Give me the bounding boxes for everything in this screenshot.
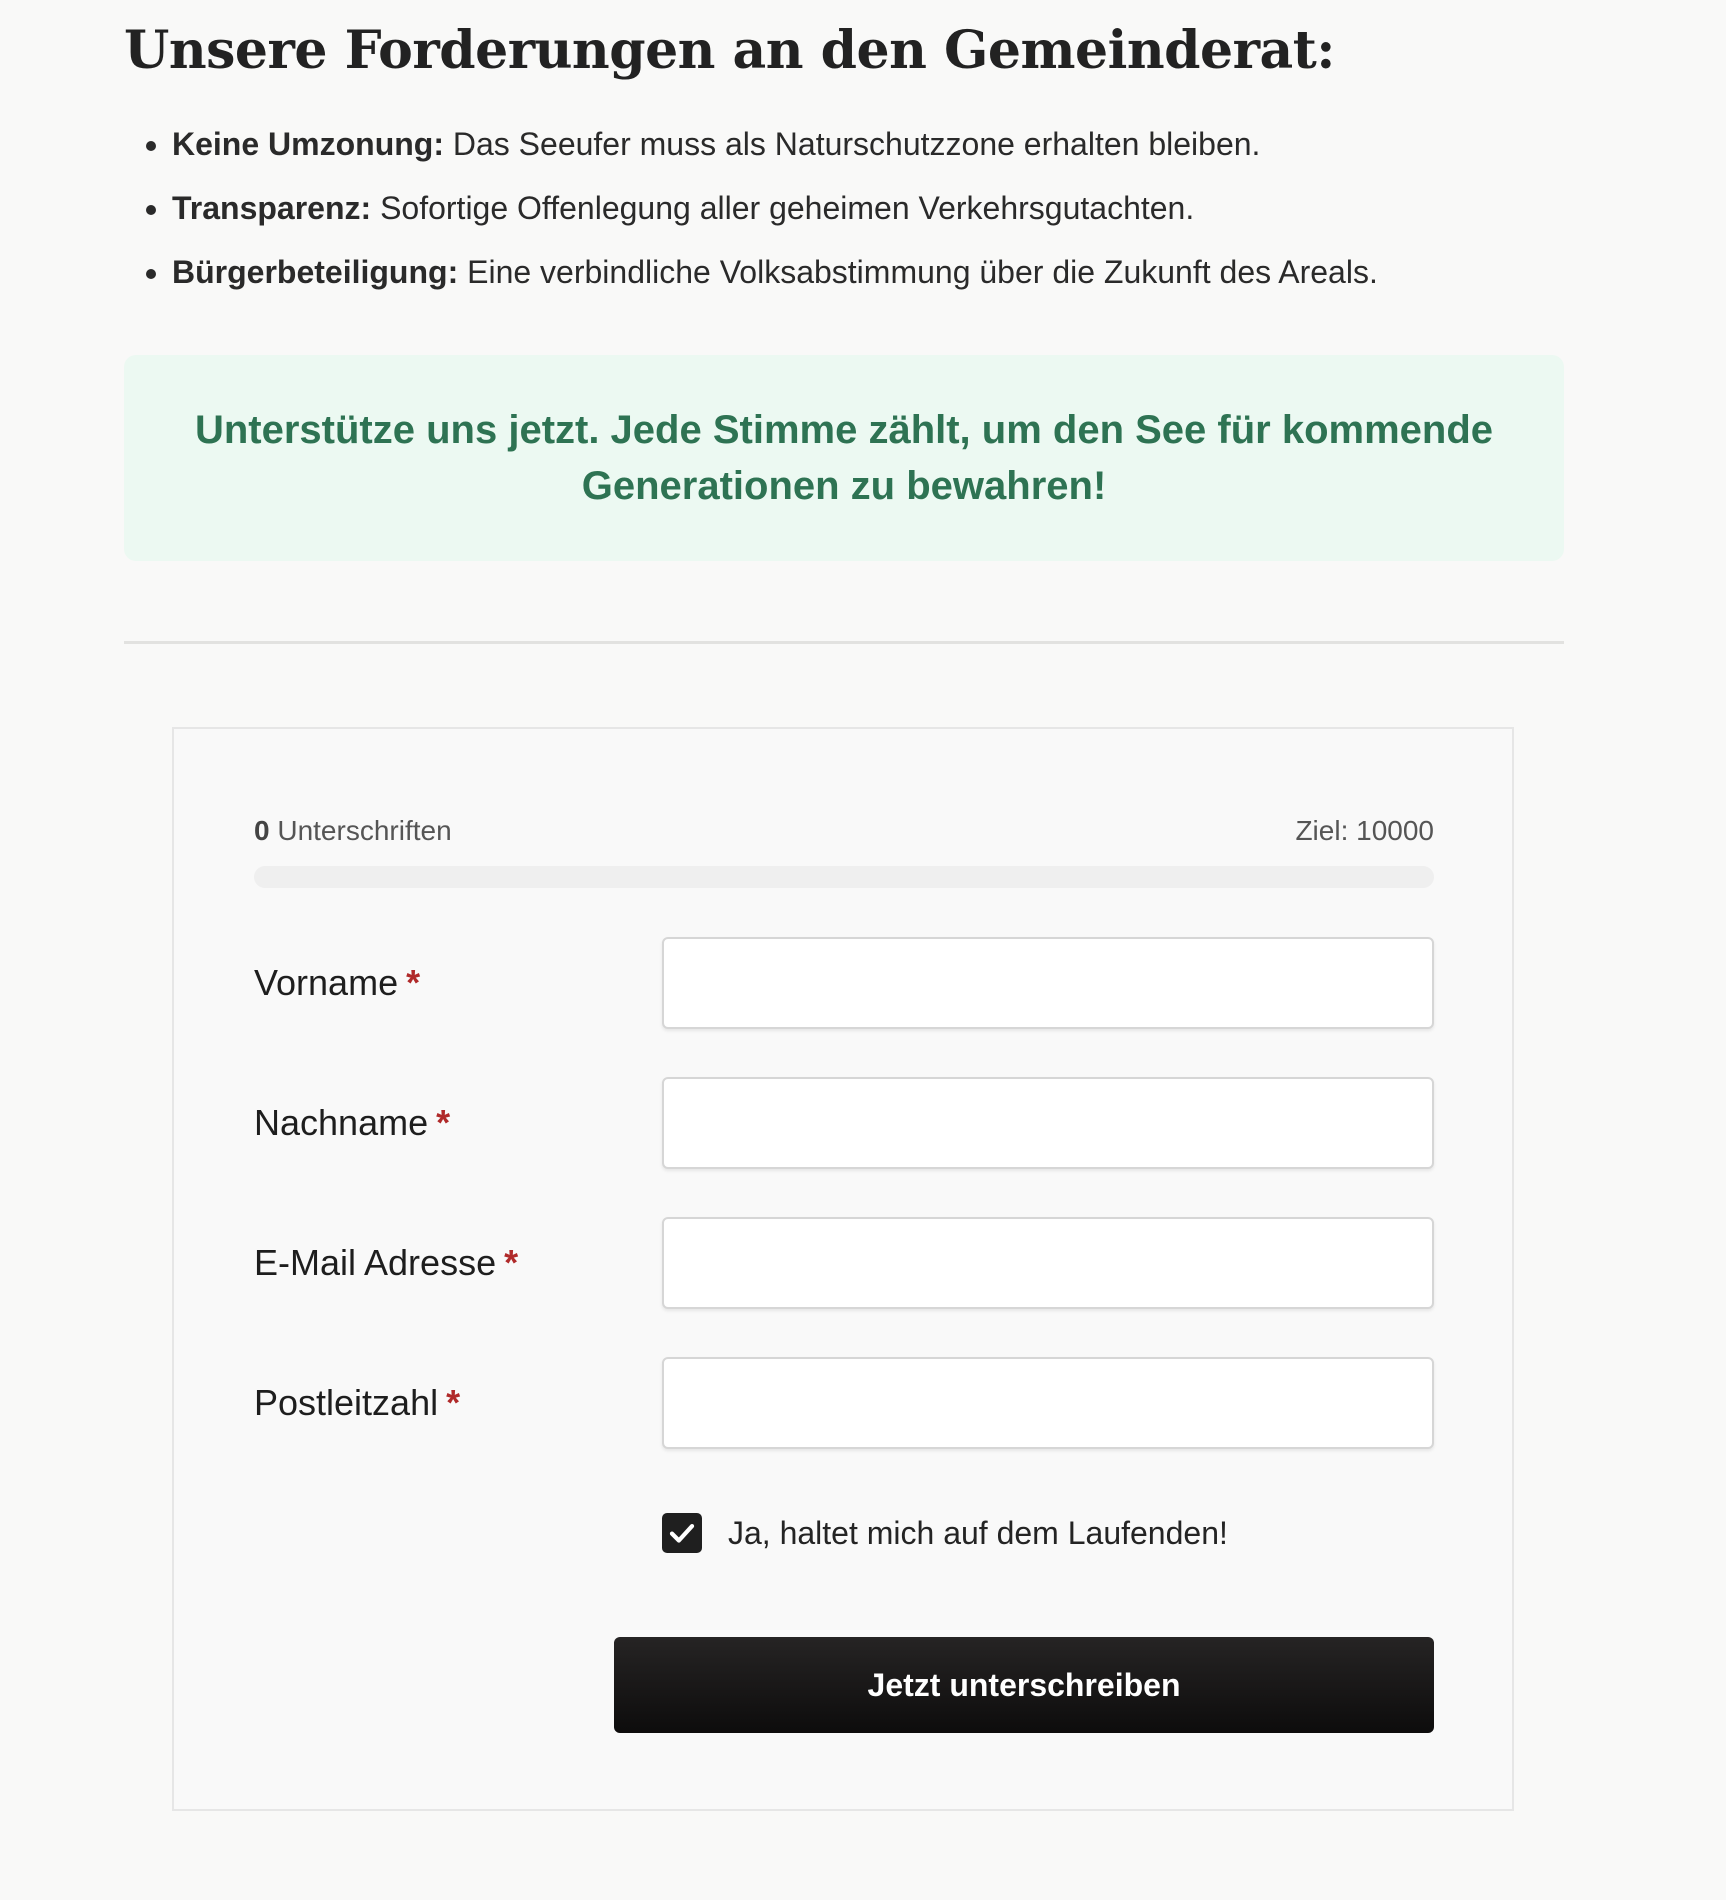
demand-item xyxy=(172,176,1378,240)
demand-item-text: Sofortige Offenlegung aller geheimen Verkehrsgutachten. xyxy=(371,190,1195,226)
newsletter-label[interactable]: Ja, haltet mich auf dem Laufenden! xyxy=(728,1514,1228,1551)
required-marker: * xyxy=(436,1102,451,1143)
last-name-label-text: Nachname xyxy=(254,1102,429,1143)
support-callout xyxy=(124,355,1564,561)
postal-code-label xyxy=(254,1382,460,1424)
email-label-text: E-Mail Adresse xyxy=(254,1242,497,1283)
newsletter-checkbox[interactable] xyxy=(662,1513,702,1553)
signature-count: 0 xyxy=(254,815,270,846)
email-input[interactable] xyxy=(662,1217,1434,1309)
newsletter-option xyxy=(662,1513,1228,1553)
section-divider xyxy=(124,641,1564,644)
demands-list xyxy=(124,112,1378,304)
demands-title: Unsere Forderungen an den Gemeinderat: xyxy=(124,20,1335,81)
demand-item-text: Eine verbindliche Volksabstimmung über die Zukunft des Areals. xyxy=(458,254,1378,290)
signature-counter xyxy=(254,815,452,847)
first-name-label-text: Vorname xyxy=(254,962,399,1003)
last-name-row xyxy=(254,1077,1434,1169)
signature-progress-bar xyxy=(254,866,1434,888)
email-row xyxy=(254,1217,1434,1309)
demand-item xyxy=(172,240,1378,304)
checkmark-icon xyxy=(667,1518,697,1548)
demand-item-label: Bürgerbeteiligung: xyxy=(172,254,459,290)
signature-goal: Ziel: 10000 xyxy=(1295,815,1434,846)
required-marker: * xyxy=(504,1242,519,1283)
last-name-input[interactable] xyxy=(662,1077,1434,1169)
required-marker: * xyxy=(446,1382,461,1423)
required-marker: * xyxy=(406,962,421,1003)
support-callout-text: Unterstütze uns jetzt. Jede Stimme zählt, um den See für kommende Generationen zu bewahren! xyxy=(194,408,1494,508)
first-name-input[interactable] xyxy=(662,937,1434,1029)
signature-progress-header xyxy=(254,815,1434,847)
postal-code-label-text: Postleitzahl xyxy=(254,1382,439,1423)
first-name-row xyxy=(254,937,1434,1029)
email-label xyxy=(254,1242,518,1284)
first-name-label xyxy=(254,962,420,1004)
petition-form xyxy=(172,727,1514,1811)
signature-count-label: Unterschriften xyxy=(269,815,452,846)
demand-item-label: Transparenz: xyxy=(172,190,372,226)
demand-item-text: Das Seeufer muss als Naturschutzzone erhalten bleiben. xyxy=(443,126,1261,162)
postal-code-input[interactable] xyxy=(662,1357,1434,1449)
demand-item xyxy=(172,112,1378,176)
demand-item-label: Keine Umzonung: xyxy=(172,126,444,162)
sign-petition-button[interactable]: Jetzt unterschreiben xyxy=(614,1637,1434,1733)
postal-code-row xyxy=(254,1357,1434,1449)
last-name-label xyxy=(254,1102,450,1144)
